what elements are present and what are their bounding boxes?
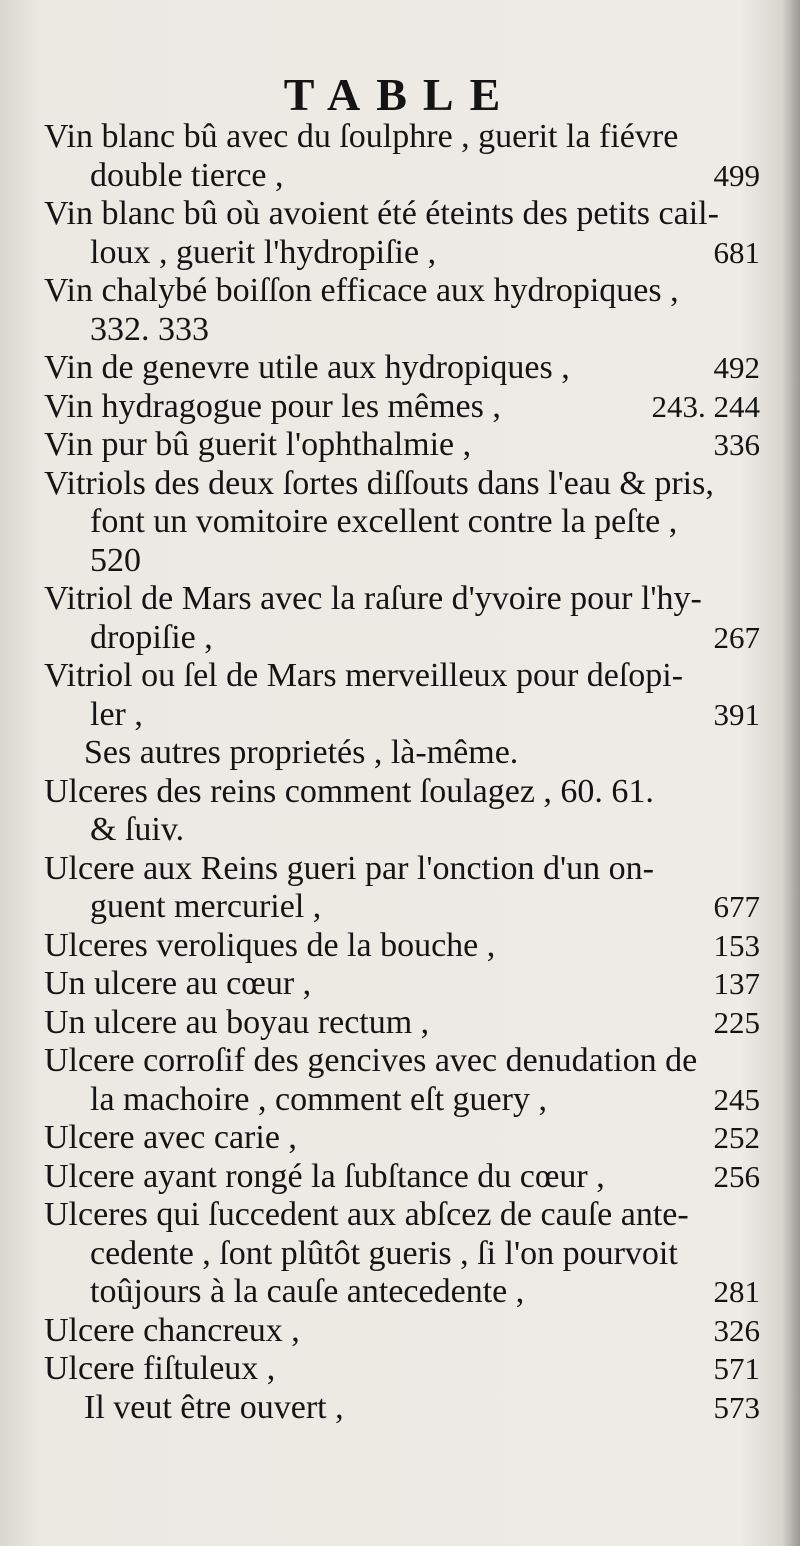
index-entry-line: double tierce , 499 xyxy=(90,156,760,194)
index-entry-line: Ulcere corroſif des gencives avec denudation de xyxy=(44,1042,698,1079)
index-entry xyxy=(44,1042,760,1119)
index-entry-line: Vitriols des deux ſortes diſſouts dans l'eau & pris, xyxy=(44,464,714,502)
index-entry-line: 332. 333 xyxy=(90,310,209,348)
page-reference: 571 xyxy=(713,1351,760,1386)
page-reference: 677 xyxy=(713,889,760,924)
page-reference: 391 xyxy=(713,696,760,732)
index-entry-line: Ulcere ayant rongé la ſubſtance du cœur , 256 xyxy=(44,1157,760,1195)
index-entry-line: Vin chalybé boiſſon efficace aux hydropiques , xyxy=(44,272,679,309)
page-reference: 336 xyxy=(713,427,760,462)
index-entry-line: dropiſie , 267 xyxy=(90,618,760,656)
index-entry xyxy=(44,1196,760,1312)
page-reference: 153 xyxy=(713,927,760,963)
index-entry xyxy=(44,927,760,966)
page-reference: 573 xyxy=(713,1389,760,1425)
page-reference: 267 xyxy=(713,619,760,655)
index-entry-line: loux , guerit l'hydropiſie , 681 xyxy=(90,233,760,271)
index-entry-line: guent mercuriel , 677 xyxy=(90,888,760,925)
index-entry-line: Ulceres veroliques de la bouche , 153 xyxy=(44,926,760,964)
page-reference: 245 xyxy=(713,1081,760,1117)
page-header: TABLE xyxy=(283,69,517,120)
index-entry-line: Vin de genevre utile aux hydropiques , 492 xyxy=(44,349,760,386)
index-entry-line: Ulcere chancreux , 326 xyxy=(44,1311,760,1349)
page-reference: 256 xyxy=(713,1158,760,1194)
index-entry-line: Ses autres proprietés , là-même. xyxy=(84,734,519,771)
index-entry xyxy=(44,465,760,581)
index-entry-line: Vitriol de Mars avec la raſure d'yvoire pour l'hy- xyxy=(44,580,702,617)
index-entry xyxy=(44,1389,760,1428)
page-reference: 252 xyxy=(713,1120,760,1155)
index-entry-line: Ulcere fiſtuleux , 571 xyxy=(44,1350,760,1387)
index-entry-line: Ulcere avec carie , 252 xyxy=(44,1119,760,1156)
index-entry-line: Vitriol ou ſel de Mars merveilleux pour deſopi- xyxy=(44,657,684,694)
index-entry-line: cedente , ſont plûtôt gueris , ſi l'on pourvoit xyxy=(90,1234,678,1272)
index-entry xyxy=(44,118,760,195)
index-entry-line: toûjours à la cauſe antecedente , 281 xyxy=(90,1273,760,1310)
index-entries xyxy=(44,118,760,1427)
index-entry-line: Ulceres qui ſuccedent aux abſcez de cauſe ante- xyxy=(44,1196,689,1233)
index-entry-line: 520 xyxy=(90,541,141,579)
index-entry-line: Un ulcere au boyau rectum , 225 xyxy=(44,1003,760,1041)
page-reference: 492 xyxy=(713,350,760,385)
index-entry xyxy=(44,1350,760,1389)
index-entry xyxy=(44,272,760,349)
index-entry xyxy=(44,657,760,734)
index-entry xyxy=(44,349,760,388)
index-entry-line: Un ulcere au cœur , 137 xyxy=(44,965,760,1002)
index-entry-line: Vin hydragogue pour les mêmes , 243. 244 xyxy=(44,387,760,425)
index-entry-line: ler , 391 xyxy=(90,695,760,733)
index-entry-line: & ſuiv. xyxy=(90,811,185,848)
index-entry-line: Ulcere aux Reins gueri par l'onction d'un on- xyxy=(44,849,654,887)
page-reference: 137 xyxy=(713,966,760,1001)
index-entry-line: Vin pur bû guerit l'ophthalmie , 336 xyxy=(44,426,760,463)
index-entry xyxy=(44,426,760,465)
index-entry-line: Ulceres des reins comment ſoulagez , 60. 61. xyxy=(44,772,654,810)
index-entry xyxy=(44,388,760,427)
page-reference: 225 xyxy=(713,1004,760,1040)
index-entry xyxy=(44,580,760,657)
index-entry-line: Vin blanc bû avec du ſoulphre , guerit la fiévre xyxy=(44,118,679,155)
page-reference: 326 xyxy=(713,1312,760,1348)
page-reference: 243. 244 xyxy=(651,388,760,424)
index-entry xyxy=(44,734,760,773)
index-entry xyxy=(44,965,760,1004)
index-entry xyxy=(44,1119,760,1158)
index-entry xyxy=(44,850,760,927)
index-entry-line: Vin blanc bû où avoient été éteints des petits cail- xyxy=(44,195,719,232)
index-entry xyxy=(44,1312,760,1351)
page-reference: 281 xyxy=(713,1274,760,1309)
page-reference: 681 xyxy=(713,234,760,270)
page-reference: 499 xyxy=(713,157,760,193)
index-entry xyxy=(44,195,760,272)
index-entry xyxy=(44,1004,760,1043)
index-entry-line: Il veut être ouvert , 573 xyxy=(84,1388,760,1426)
index-entry xyxy=(44,1158,760,1197)
index-entry-line: la machoire , comment eſt guery , 245 xyxy=(90,1080,760,1118)
index-entry xyxy=(44,773,760,850)
page-gutter-shadow xyxy=(782,0,800,1546)
index-entry-line: font un vomitoire excellent contre la peſte , xyxy=(90,503,678,540)
